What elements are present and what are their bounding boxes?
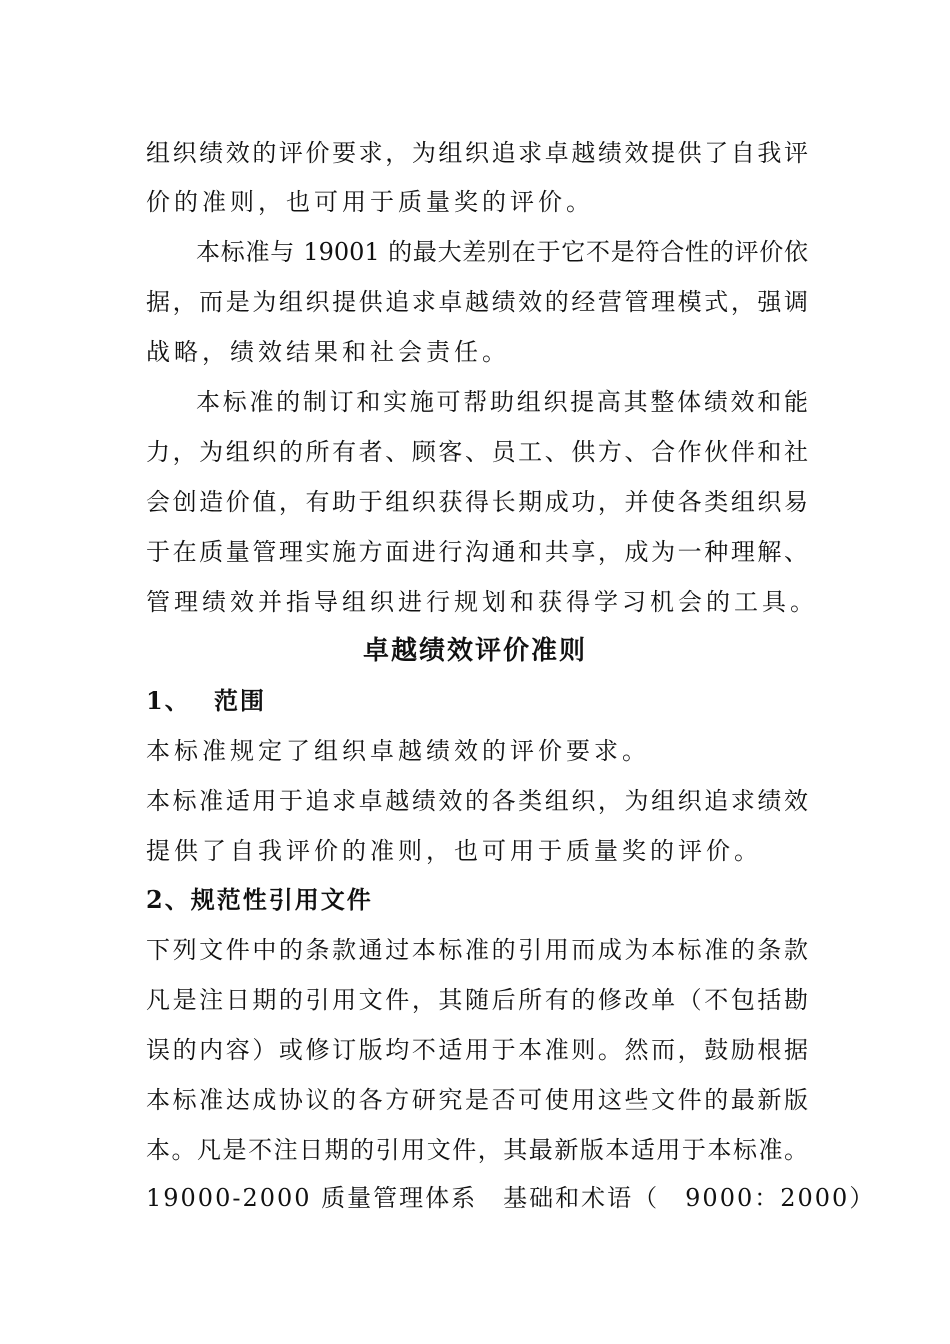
benefit-line-3: 会创造价值，有助于组织获得长期成功，并使各类组织易 — [146, 488, 808, 516]
section1-line-2: 本标准适用于追求卓越绩效的各类组织，为组织追求绩效 — [146, 787, 808, 815]
benefit-line-4: 于在质量管理实施方面进行沟通和共享，成为一种理解、 — [146, 538, 808, 566]
section2-line-6: 19000-2000 质量管理体系 基础和术语（ 9000：2000） — [146, 1184, 876, 1212]
benefit-line-2: 力，为组织的所有者、顾客、员工、供方、合作伙伴和社 — [146, 438, 808, 466]
section2-line-4: 本标准达成协议的各方研究是否可使用这些文件的最新版 — [146, 1086, 808, 1114]
section2-line-1: 下列文件中的条款通过本标准的引用而成为本标准的条款 — [146, 936, 808, 964]
intro-line-2: 价的准则，也可用于质量奖的评价。 — [146, 188, 594, 216]
section1-title: 范围 — [214, 686, 266, 715]
document-title: 卓越绩效评价准则 — [362, 636, 587, 666]
section2-heading: 2、规范性引用文件 — [146, 885, 373, 914]
benefit-line-1: 本标准的制订和实施可帮助组织提高其整体绩效和能 — [196, 388, 808, 416]
intro-line-1: 组织绩效的评价要求，为组织追求卓越绩效提供了自我评 — [146, 139, 808, 167]
section2-line-2: 凡是注日期的引用文件，其随后所有的修改单（不包括勘 — [146, 986, 808, 1014]
benefit-line-5: 管理绩效并指导组织进行规划和获得学习机会的工具。 — [146, 588, 818, 616]
section2-line-5: 本。凡是不注日期的引用文件，其最新版本适用于本标准。 — [146, 1136, 808, 1164]
section1-line-3: 提供了自我评价的准则，也可用于质量奖的评价。 — [146, 837, 762, 865]
section2-line-3: 误的内容）或修订版均不适用于本准则。然而，鼓励根据 — [146, 1036, 808, 1064]
section1-number: 1、 — [146, 686, 191, 715]
section1-heading — [146, 686, 808, 716]
difference-line-3: 战略，绩效结果和社会责任。 — [146, 338, 510, 366]
difference-line-2: 据，而是为组织提供追求卓越绩效的经营管理模式，强调 — [146, 288, 808, 316]
section1-line-1: 本标准规定了组织卓越绩效的评价要求。 — [146, 737, 650, 765]
difference-line-1: 本标准与 19001 的最大差别在于它不是符合性的评价依 — [196, 238, 808, 266]
